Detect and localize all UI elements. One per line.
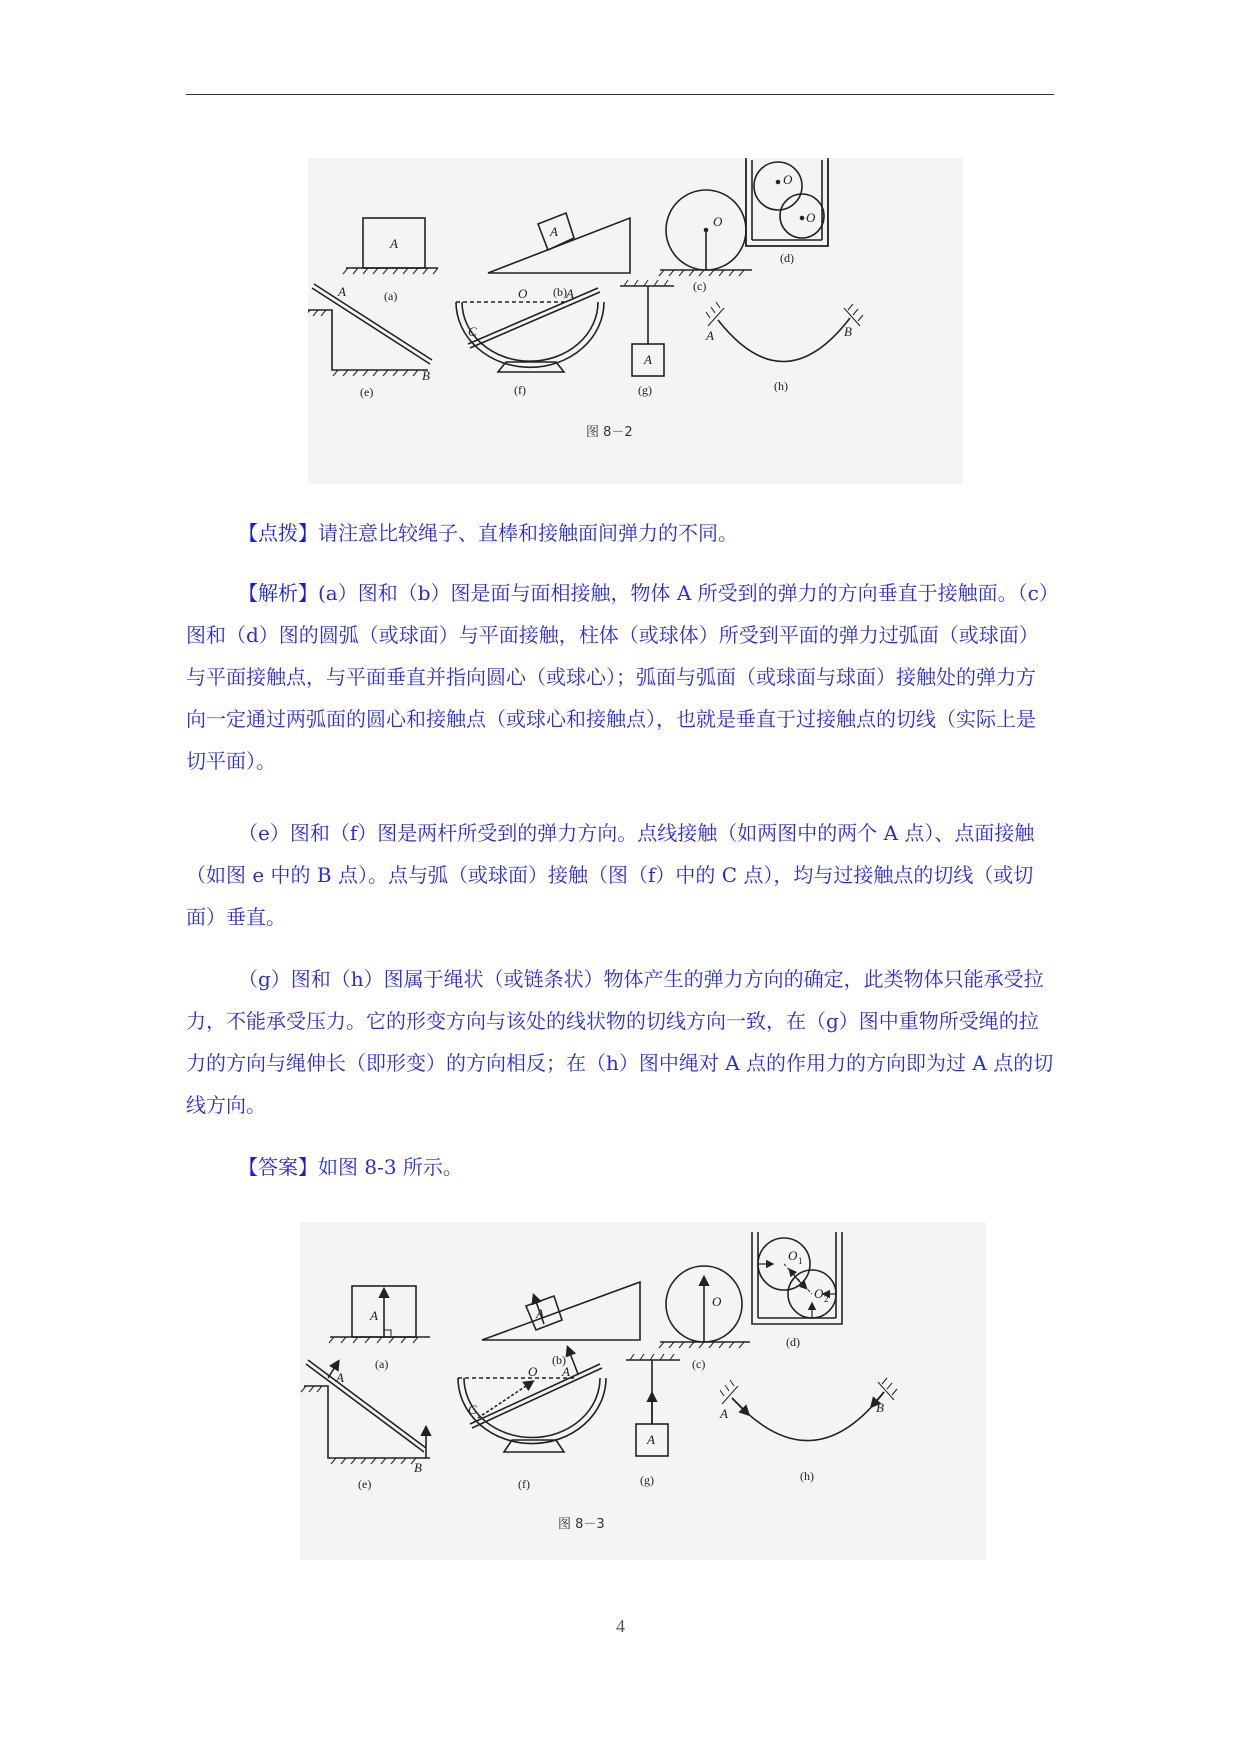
fig2-a-point-A: A <box>370 1308 378 1323</box>
fig1-c-point-O: O <box>713 214 723 229</box>
fig1-label-b: (b) <box>553 285 567 299</box>
analysis-text-2: （e）图和（f）图是两杆所受到的弹力方向。点线接触（如两图中的两个 A 点）、点面接触（如图 e 中的 B 点）。点与弧（或球面）接触（图（f）中的 C 点），均与过接触点的切线（或切面）垂直。 <box>186 821 1035 929</box>
figure-8-3-caption: 图 8－3 <box>558 1517 605 1532</box>
fig2-label-a: (a) <box>375 1357 389 1371</box>
fig1-f-point-O: O <box>518 286 528 301</box>
hint-text: 请注意比较绳子、直棒和接触面间弹力的不同。 <box>318 521 738 545</box>
answer-paragraph <box>186 1146 1054 1188</box>
fig2-label-f: (f) <box>518 1477 530 1491</box>
fig1-label-g: (g) <box>638 383 652 397</box>
fig2-d-point-O2: O <box>814 1286 824 1301</box>
fig2-label-g: (g) <box>640 1473 654 1487</box>
fig1-f-point-C: C <box>468 324 477 339</box>
header-rule <box>186 94 1054 95</box>
fig2-e-point-A: A <box>336 1370 344 1385</box>
hint-paragraph <box>186 512 1054 554</box>
figure-8-2 <box>308 158 963 484</box>
analysis-paragraph-2 <box>186 812 1054 938</box>
fig2-b-point-A: A <box>536 1306 544 1321</box>
analysis-tag: 【解析】 <box>238 581 318 605</box>
fig2-g-point-A: A <box>647 1432 655 1447</box>
fig2-label-d: (d) <box>786 1335 800 1349</box>
analysis-text-1: (a）图和（b）图是面与面相接触，物体 A 所受到的弹力的方向垂直于接触面。（c）图和（d）图的圆弧（或球面）与平面接触，柱体（或球体）所受到平面的弹力过弧面（或球面）与平面接触点，与平面垂直并指向圆心（或球心）；弧面与弧面（或球面与球面）接触处的弹力方向一定通过两弧面的圆心和接触点（或球心和接触点），也就是垂直于过接触点的切线（实际上是切平面）。 <box>186 581 1049 773</box>
fig1-g-point-A: A <box>644 352 652 367</box>
fig1-e-point-A: A <box>338 284 346 299</box>
analysis-paragraph-3 <box>186 958 1054 1126</box>
fig2-d-sub-2: 2 <box>824 1294 829 1304</box>
fig2-h-point-A: A <box>720 1406 728 1421</box>
fig2-d-sub-1: 1 <box>798 1256 803 1266</box>
fig2-e-point-B: B <box>414 1460 422 1475</box>
fig1-label-a: (a) <box>384 289 398 303</box>
figure-8-3 <box>300 1222 986 1560</box>
fig1-label-d: (d) <box>780 251 794 265</box>
fig1-f-point-A: A <box>566 286 574 301</box>
fig2-label-e: (e) <box>358 1477 372 1491</box>
figure-8-2-caption: 图 8－2 <box>586 425 633 440</box>
fig1-h-point-A: A <box>706 328 714 343</box>
fig1-b-point-A: A <box>550 224 558 239</box>
fig1-e-point-B: B <box>422 368 430 383</box>
fig1-label-h: (h) <box>774 379 788 393</box>
answer-text: 如图 8-3 所示。 <box>318 1155 463 1179</box>
fig1-label-f: (f) <box>514 383 526 397</box>
fig2-f-point-C: C <box>468 1402 477 1417</box>
fig1-d-point-O2: O <box>806 210 816 225</box>
fig2-c-point-O: O <box>712 1294 722 1309</box>
answer-tag: 【答案】 <box>238 1155 318 1179</box>
fig2-label-c: (c) <box>692 1357 706 1371</box>
fig1-label-c: (c) <box>693 279 707 293</box>
fig2-label-b: (b) <box>552 1353 566 1367</box>
fig1-d-point-O1: O <box>783 172 793 187</box>
fig2-f-point-A: A <box>562 1364 570 1379</box>
fig2-h-point-B: B <box>876 1400 884 1415</box>
hint-tag: 【点拨】 <box>238 521 318 545</box>
analysis-text-3: （g）图和（h）图属于绳状（或链条状）物体产生的弹力方向的确定，此类物体只能承受拉力，不能承受压力。它的形变方向与该处的线状物的切线方向一致，在（g）图中重物所受绳的拉力的方向与绳伸长（即形变）的方向相反；在（h）图中绳对 A 点的作用力的方向即为过 A 点的切线方向。 <box>186 967 1054 1117</box>
fig2-f-point-O: O <box>528 1364 538 1379</box>
page-number: 4 <box>616 1616 625 1636</box>
fig1-h-point-B: B <box>844 324 852 339</box>
fig2-d-point-O1: O <box>788 1248 798 1263</box>
analysis-paragraph-1 <box>186 572 1054 782</box>
fig2-label-h: (h) <box>800 1469 814 1483</box>
fig1-a-point-A: A <box>390 236 398 251</box>
fig1-label-e: (e) <box>360 385 374 399</box>
